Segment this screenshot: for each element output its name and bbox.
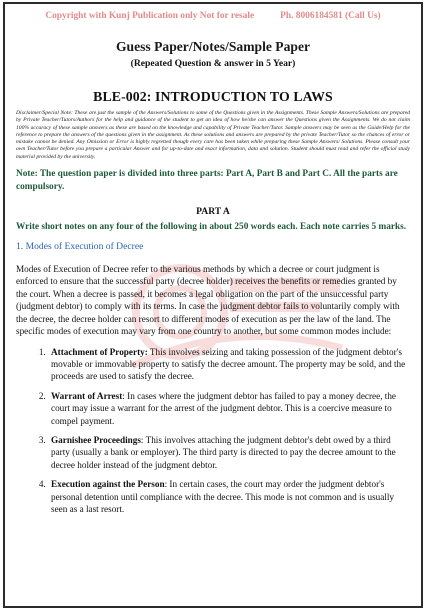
mode-term: Attachment of Property: bbox=[51, 346, 148, 357]
page-subtitle: (Repeated Question & answer in 5 Year) bbox=[130, 58, 296, 69]
paper-note bbox=[16, 168, 410, 194]
mode-term: Warrant of Arrest bbox=[51, 390, 123, 401]
list-item bbox=[48, 390, 410, 427]
part-heading: PART A bbox=[196, 206, 230, 218]
document-page bbox=[3, 2, 423, 608]
list-item bbox=[48, 346, 410, 383]
course-title: BLE-002: INTRODUCTION TO LAWS bbox=[93, 89, 333, 104]
mode-description: : This involves attaching the judgment debtor's debt owed by a third party (usually a bank or employer). The third party is directed to pay the decree amount to the decree holder instead of the judgment debtor. bbox=[51, 434, 396, 470]
modes-list bbox=[16, 346, 410, 516]
mode-description: : In certain cases, the court may order the judgment debtor's personal detention until compliance with the decree. This mode is not common and is usually seen as a last resort. bbox=[51, 479, 395, 514]
intro-paragraph: Modes of Execution of Decree refer to the various methods by which a decree or court judgment is enforced to ensure that the successful party (decree holder) receives the benefits or remedies granted by the court. When a decree is passed, it becomes a legal obligation on the part of the unsuccessful party (judgment debtor) to comply with its terms. In case the judgment debtor fails to voluntarily comply with the decree, the decree holder can resort to different modes of execution as per the law of the land. The specific modes of execution may vary from one country to another, but some common modes include: bbox=[16, 264, 400, 337]
phone-text: Ph. 8006184581 (Call Us) bbox=[280, 11, 381, 21]
copyright-banner bbox=[16, 11, 410, 21]
mode-description: : In cases where the judgment debtor has failed to pay a money decree, the court may issue a warrant for the arrest of the judgment debtor. This is a coercive measure to compel payment. bbox=[51, 390, 397, 426]
mode-term: Garnishee Proceedings bbox=[51, 434, 141, 445]
copyright-text: Copyright with Kunj Publication only Not for resale bbox=[45, 11, 255, 21]
mode-description: This involves seizing and taking possession of the judgment debtor's movable or immovable property to satisfy the decree amount. The property may be sold, and the proceeds are used to satisfy the decree. bbox=[51, 346, 406, 382]
page-title: Guess Paper/Notes/Sample Paper bbox=[115, 39, 311, 54]
list-item bbox=[48, 478, 410, 515]
disclaimer-note: Disclaimer/Special Note: These are just the sample of the Answers/Solutions to some of the Questions given in the Assignments. These Sample Answers/Solutions are prepared by Private Teacher/Tutors/Authors for the help and guidance of the student to get an idea of how he/she can answer the Questions given the Assignments. We do not claim 100% accuracy of these sample answers as these are based on the knowledge and capability of Private Teacher/Tutor. Sample answers may be seen as the Guide/Help for the reference to prepare the answers of the questions given in the assignment. As these solutions and answers are prepared by the private Teacher/Tutor so the chances of error or mistake cannot be denied. Any Omission or Error is highly regretted though every care has been taken while preparing these Sample Answers/ Solutions. Please consult your own Teacher/Tutor before you prepare a particular Answer and for up-to-date and exact information, data and solution. Student should must read and refer the official study material provided by the university. bbox=[16, 110, 410, 160]
mode-term: Execution against the Person bbox=[51, 479, 165, 490]
list-item bbox=[48, 434, 410, 471]
part-instruction: Write short notes on any four of the following in about 250 words each. Each note carries 5 marks. bbox=[16, 222, 407, 233]
note-text: : The question paper is divided into three parts: Part A, Part B and Part C. All the parts are compulsory. bbox=[16, 169, 398, 193]
section-heading: 1. Modes of Execution of Decree bbox=[16, 241, 144, 253]
note-label: Note bbox=[16, 169, 35, 180]
